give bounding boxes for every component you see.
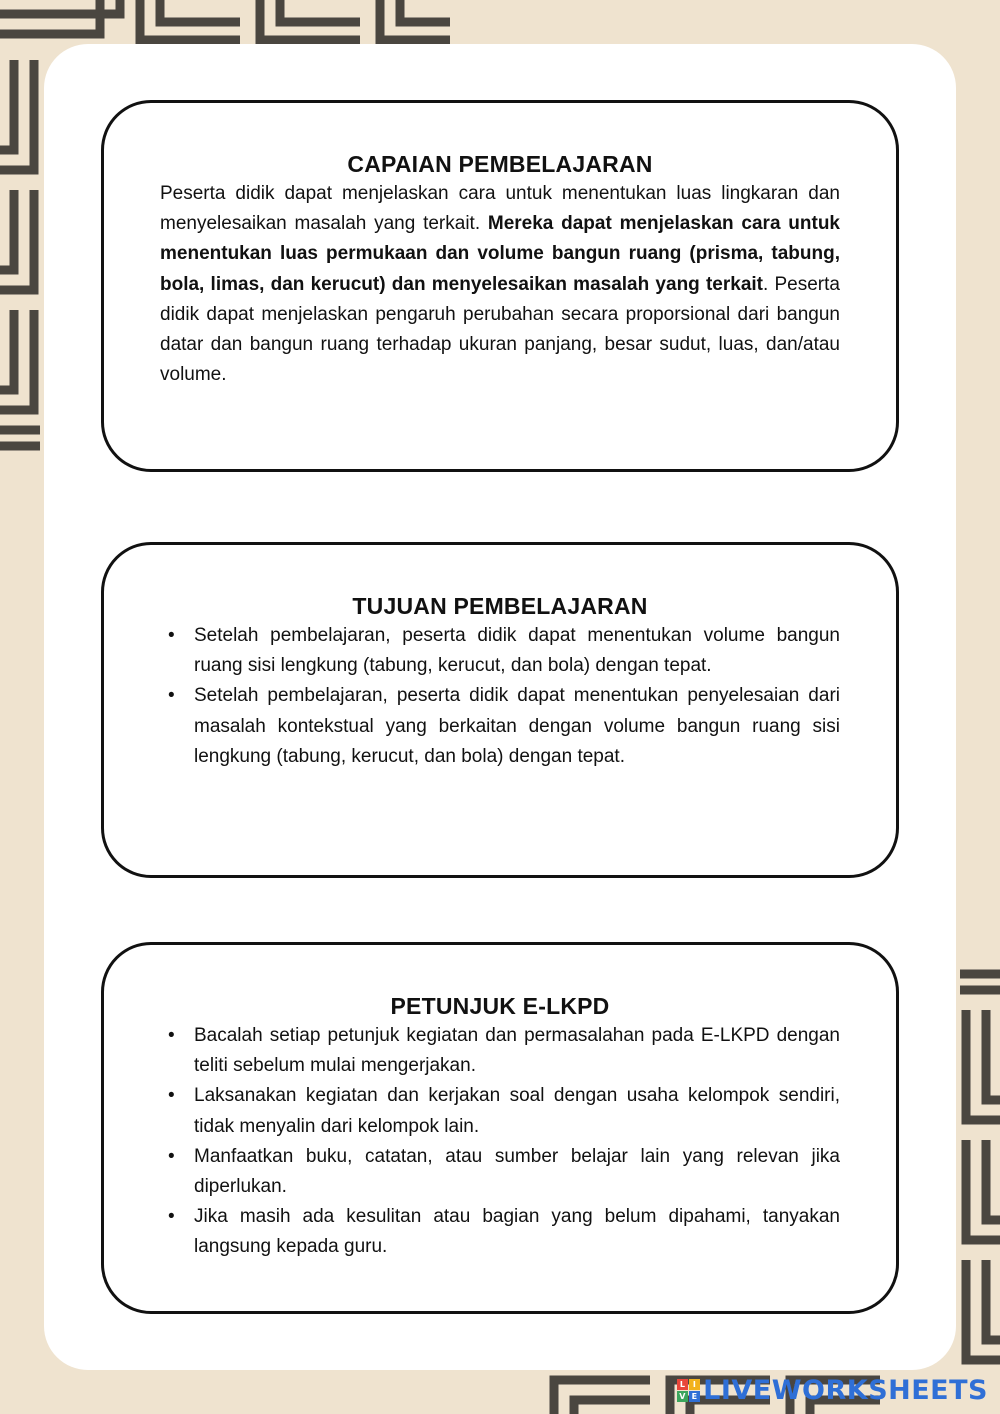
list-item: • Jika masih ada kesulitan atau bagian yang belum dipahami, tanyakan langsung kepada guru. bbox=[194, 1202, 840, 1262]
list-item: • Setelah pembelajaran, peserta didik dapat menentukan volume bangun ruang sisi lengkung (tabung, kerucut, dan bola) dengan tepat. bbox=[194, 621, 840, 681]
list-item: • Setelah pembelajaran, peserta didik dapat menentukan penyelesaian dari masalah kontekstual yang berkaitan dengan volume bangun ruang sisi lengkung (tabung, kerucut, dan bola) dengan tepat. bbox=[194, 681, 840, 772]
bullet-icon: • bbox=[168, 1025, 175, 1046]
petunjuk-elkpd-card bbox=[101, 942, 899, 1314]
petunjuk-title: PETUNJUK E-LKPD bbox=[390, 993, 610, 1019]
capaian-text bbox=[160, 179, 840, 390]
capaian-text-intro: Peserta didik dapat menjelaskan cara untuk menentukan luas lingkaran dan menyelesaikan masalah yang terkait. bbox=[160, 183, 840, 235]
capaian-pembelajaran-card bbox=[101, 100, 899, 472]
bullet-icon: • bbox=[168, 625, 175, 646]
list-item: • Bacalah setiap petunjuk kegiatan dan permasalahan pada E-LKPD dengan teliti sebelum mulai mengerjakan. bbox=[194, 1021, 840, 1081]
capaian-text-rest: . Peserta didik dapat menjelaskan pengaruh perubahan secara proporsional dari bangun datar dan bangun ruang terhadap ukuran panjang, besar sudut, luas, dan/atau volume. bbox=[160, 273, 840, 386]
tujuan-pembelajaran-card bbox=[101, 542, 899, 878]
liveworksheets-logo-icon: L I V E bbox=[677, 1379, 700, 1402]
capaian-title: CAPAIAN PEMBELAJARAN bbox=[347, 151, 653, 177]
bullet-icon: • bbox=[168, 685, 175, 707]
liveworksheets-watermark[interactable] bbox=[677, 1375, 988, 1406]
bullet-icon: • bbox=[168, 1085, 175, 1107]
list-item: • Laksanakan kegiatan dan kerjakan soal dengan usaha kelompok sendiri, tidak menyalin dari kelompok lain. bbox=[194, 1081, 840, 1141]
tujuan-title: TUJUAN PEMBELAJARAN bbox=[352, 593, 648, 619]
list-item: • Manfaatkan buku, catatan, atau sumber belajar lain yang relevan jika diperlukan. bbox=[194, 1142, 840, 1202]
capaian-text-bold: Mereka dapat menjelaskan cara untuk menentukan luas permukaan dan volume bangun ruang (prisma, tabung, bola, limas, dan kerucut) dan menyelesaikan masalah yang terkait bbox=[160, 213, 840, 295]
bullet-icon: • bbox=[168, 1206, 175, 1228]
bullet-icon: • bbox=[168, 1145, 175, 1167]
watermark-text: LIVEWORKSHEETS bbox=[703, 1375, 988, 1406]
tujuan-list bbox=[160, 621, 840, 772]
petunjuk-list bbox=[160, 1021, 840, 1263]
